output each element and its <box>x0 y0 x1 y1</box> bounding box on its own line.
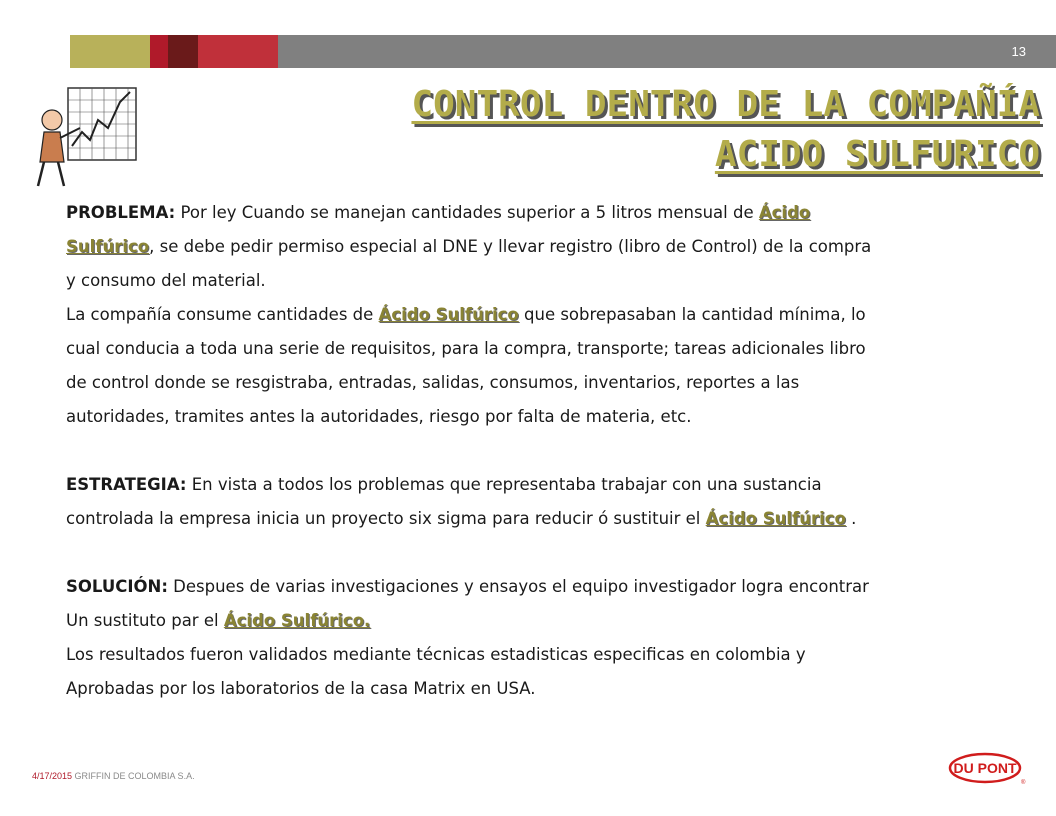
footer <box>32 771 195 781</box>
solucion-text: Despues de varias investigaciones y ensayos el equipo investigador logra encontrar <box>167 577 869 596</box>
dupont-logo-text: DU PONT <box>953 760 1017 776</box>
acid-term: Sulfúrico <box>66 237 150 256</box>
problema-label: PROBLEMA: <box>66 203 176 222</box>
spacer <box>66 536 1006 570</box>
acid-term: Ácido <box>758 203 811 222</box>
problema-line3: y consumo del material. <box>66 271 266 290</box>
compania-text: que sobrepasaban la cantidad mínima, lo <box>518 305 866 324</box>
slide-number: 13 <box>1011 44 1026 59</box>
solucion-line1 <box>66 570 1006 604</box>
slide-title-line2: ACIDO SULFURICO <box>714 134 1040 175</box>
acid-term: Ácido Sulfúrico <box>378 305 519 324</box>
compania-line4: autoridades, tramites antes la autoridades, riesgo por falta de materia, etc. <box>66 407 692 426</box>
compania-line3: de control donde se resgistraba, entradas, salidas, consumos, inventarios, reportes a las <box>66 373 800 392</box>
problema-text: , se debe pedir permiso especial al DNE y llevar registro (libro de Control) de la compra <box>149 237 872 256</box>
dupont-logo <box>948 752 1026 786</box>
header-bar-red-segment <box>150 35 168 68</box>
header-bar-gray-segment <box>278 35 1056 68</box>
slide-body <box>66 196 1006 706</box>
footer-company: GRIFFIN DE COLOMBIA S.A. <box>72 771 195 781</box>
solucion-line2 <box>66 604 1006 638</box>
estrategia-line1 <box>66 468 1006 502</box>
solucion-text: Un sustituto par el <box>66 611 224 630</box>
compania-line1 <box>66 298 1006 332</box>
estrategia-text: controlada la empresa inicia un proyecto six sigma para reducir ó sustituir el <box>66 509 706 528</box>
estrategia-line2 <box>66 502 1006 536</box>
acid-term: Ácido Sulfúrico. <box>223 611 371 630</box>
slide-title-line1: CONTROL DENTRO DE LA COMPAÑÍA <box>411 84 1040 125</box>
spacer <box>66 434 1006 468</box>
slide-title <box>210 80 1040 180</box>
compania-text: La compañía consume cantidades de <box>66 305 379 324</box>
resultados-line1: Los resultados fueron validados mediante técnicas estadisticas especificas en colombia y <box>66 645 806 664</box>
estrategia-text: En vista a todos los problemas que representaba trabajar con una sustancia <box>186 475 822 494</box>
footer-date: 4/17/2015 <box>32 771 73 781</box>
resultados-line2: Aprobadas por los laboratorios de la casa Matrix en USA. <box>66 679 536 698</box>
problema-line2 <box>66 230 1006 264</box>
header-bar-maroon-segment <box>168 35 198 68</box>
compania-line2: cual conducia a toda una serie de requisitos, para la compra, transporte; tareas adicionales libro <box>66 339 866 358</box>
estrategia-label: ESTRATEGIA: <box>66 475 187 494</box>
header-bar-crimson-segment <box>198 35 278 68</box>
acid-term: Ácido Sulfúrico <box>705 509 846 528</box>
presenter-chart-clipart <box>30 80 140 190</box>
solucion-label: SOLUCIÓN: <box>66 577 168 596</box>
header-bar-olive-segment <box>70 35 150 68</box>
svg-text:®: ® <box>1021 780 1026 786</box>
estrategia-text: . <box>845 509 857 528</box>
problema-line1 <box>66 196 1006 230</box>
problema-text: Por ley Cuando se manejan cantidades superior a 5 litros mensual de <box>175 203 759 222</box>
header-bar <box>70 35 1056 68</box>
